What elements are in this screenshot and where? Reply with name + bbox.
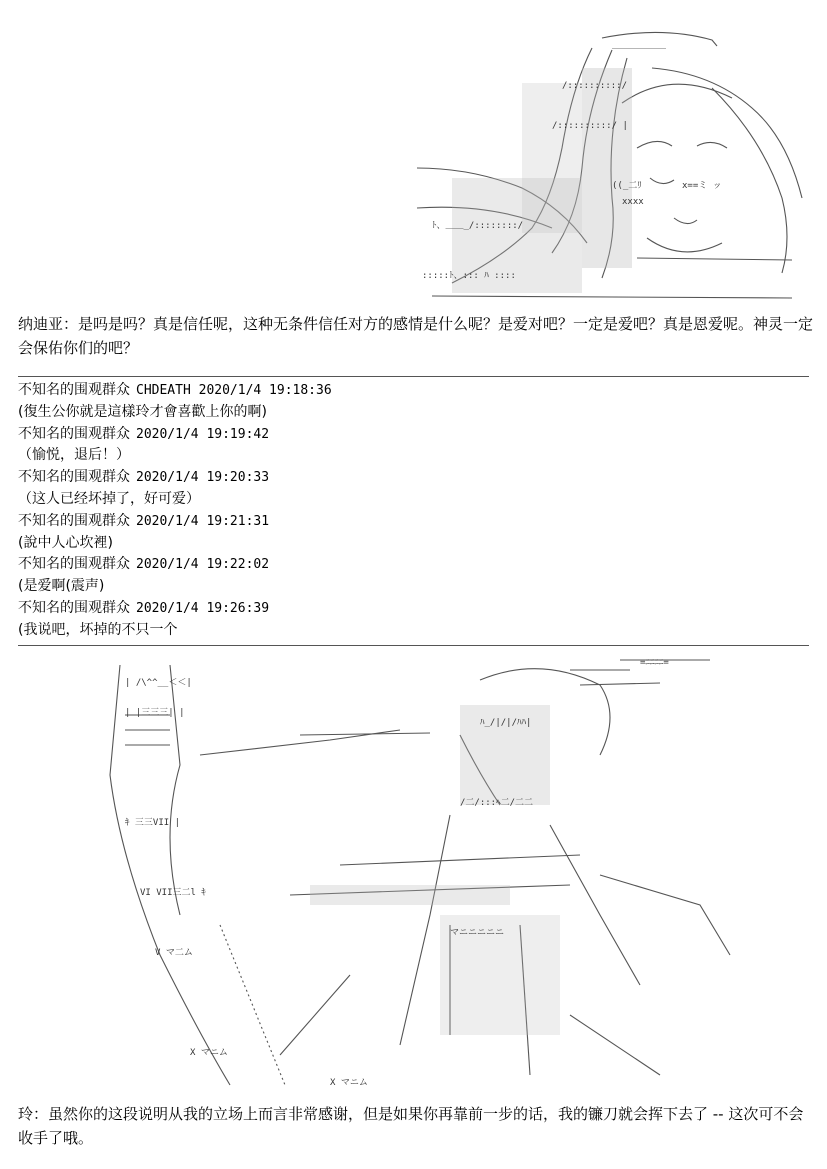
svg-text:＿＿＿＿＿＿: ＿＿＿＿＿＿ [612,41,667,51]
svg-text:/::::::::::/ |: /::::::::::/ | [552,121,628,131]
comment-header [18,511,798,533]
comment-text: (說中人心坎裡) [18,534,113,551]
svg-text:| /\^^__＜＜|: | /\^^__＜＜| [125,678,192,688]
comment-text: (我说吧，坏掉的不只一个 [18,621,178,638]
comment-text: (是爱啊(震声) [18,578,105,595]
caption-bottom: 玲：虽然你的这段说明从我的立场上而言非常感谢，但是如果你再靠前一步的话，我的镰刀就会挥下去了 -- 这次可不会收手了哦。 [18,1105,804,1147]
comment-header [18,424,798,446]
svg-text:x==ミ ッ: x==ミ ッ [682,181,722,191]
svg-text:=ﾆﾆﾆﾆ=: =ﾆﾆﾆﾆ= [640,658,669,668]
comment-meta: 2020/1/4 19:20:33 [136,470,270,486]
comment-text: （愉悦，退后！） [18,447,130,464]
svg-text:ﾄ、＿＿_/::::::::/: ﾄ、＿＿_/::::::::/ [432,221,524,231]
divider-top [18,376,809,377]
caption-top: 纳迪亚：是吗是吗？真是信任呢，这种无条件信任对方的感情是什么呢？是爱对吧？一定是爱吧？真是恩爱呢。神灵一定会保佑你们的吧？ [18,315,814,357]
svg-text:V マ二ム: V マ二ム [155,948,193,958]
svg-text:((_二ﾘ: ((_二ﾘ [612,181,642,191]
svg-text:ｷ 三三VII |: ｷ 三三VII | [125,818,181,828]
comment-meta: 2020/1/4 19:19:42 [136,426,270,442]
comment-header [18,380,798,402]
comment-user: 不知名的围观群众 [18,382,130,398]
comment-meta: 2020/1/4 19:26:39 [136,600,270,616]
svg-text:X マニム: X マニム [190,1048,228,1058]
svg-text:VI VII三二l ｷ: VI VII三二l ｷ [140,888,206,898]
comment-user: 不知名的围观群众 [18,469,130,486]
svg-text:| |三三三| |: | |三三三| | [125,708,185,718]
svg-text:ﾊ_/|/|/ﾊﾊ|: ﾊ_/|/|/ﾊﾊ| [480,718,532,728]
comment-header [18,598,798,620]
svg-text::::::ﾄ、::: ﾊ ::::: :::::ﾄ、::: ﾊ :::: [422,271,516,281]
divider-bottom [18,645,809,646]
comment-header [18,554,798,576]
comment-user: 不知名的围观群众 [18,599,130,616]
comment-meta: 2020/1/4 19:21:31 [136,513,270,529]
comment-user: 不知名的围观群众 [18,512,130,529]
svg-text:/::::::::::/: /::::::::::/ [562,81,628,91]
comment-user: 不知名的围观群众 [18,556,130,573]
comment-user: 不知名的围观群众 [18,425,130,442]
ascii-art-rin-scythe [100,655,750,1100]
ascii-art-nadia-drawing [412,28,812,306]
comment-header [18,467,798,489]
ascii-art-nadia [412,28,812,306]
svg-text:マニニニニニ: マニニニニニ [450,928,505,938]
comment-text: （这人已经坏掉了，好可爱） [18,490,200,507]
ascii-art-rin-drawing [100,655,750,1100]
svg-text:/二/:::ﾍ二/二二: /二/:::ﾍ二/二二 [460,798,534,808]
comment-meta: 2020/1/4 19:22:02 [136,557,270,573]
comment-text: (復生公你就是這樣玲才會喜歡上你的啊) [18,403,267,420]
comment-meta: CHDEATH 2020/1/4 19:18:36 [136,383,332,398]
svg-text:X マニム: X マニム [330,1078,368,1088]
svg-text:xxxx: xxxx [622,197,644,207]
comment-list [18,380,798,642]
